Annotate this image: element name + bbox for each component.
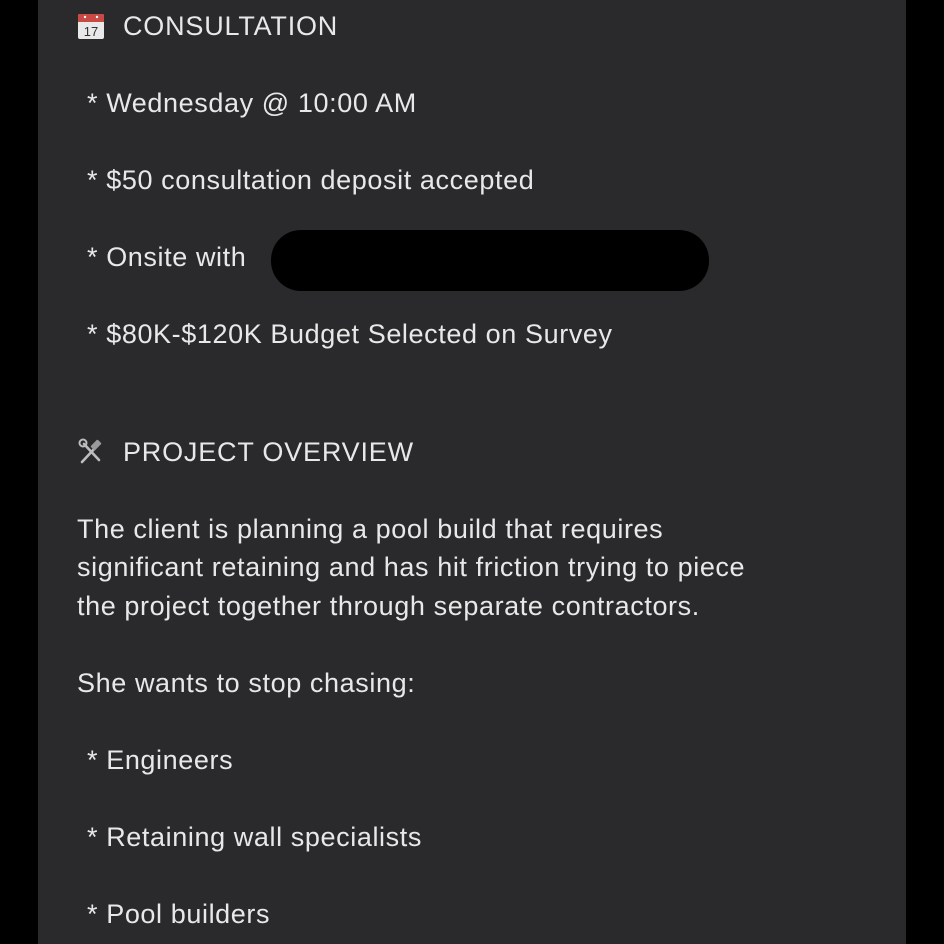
redaction-bar [271, 230, 709, 291]
list-item: * Wednesday @ 10:00 AM [87, 88, 417, 118]
list-item: * Retaining wall specialists [87, 822, 422, 852]
list-item: * $80K-$120K Budget Selected on Survey [87, 319, 613, 349]
project-overview-heading: PROJECT OVERVIEW [123, 437, 414, 467]
hammer-and-wrench-icon [77, 438, 105, 466]
lead-text: She wants to stop chasing: [77, 668, 416, 698]
list-item: * Pool builders [87, 899, 271, 929]
consultation-heading: CONSULTATION [123, 11, 339, 41]
calendar-day: 17 [83, 24, 99, 39]
calendar-icon [77, 12, 105, 40]
list-item: * Engineers [87, 745, 234, 775]
paragraph-line: the project together through separate contractors. [77, 591, 700, 621]
paragraph-line: significant retaining and has hit friction trying to piece [77, 552, 746, 582]
list-item: * $50 consultation deposit accepted [87, 165, 535, 195]
note-panel [38, 0, 906, 944]
paragraph-line: The client is planning a pool build that requires [77, 514, 664, 544]
list-item: * Onsite with [87, 242, 247, 272]
